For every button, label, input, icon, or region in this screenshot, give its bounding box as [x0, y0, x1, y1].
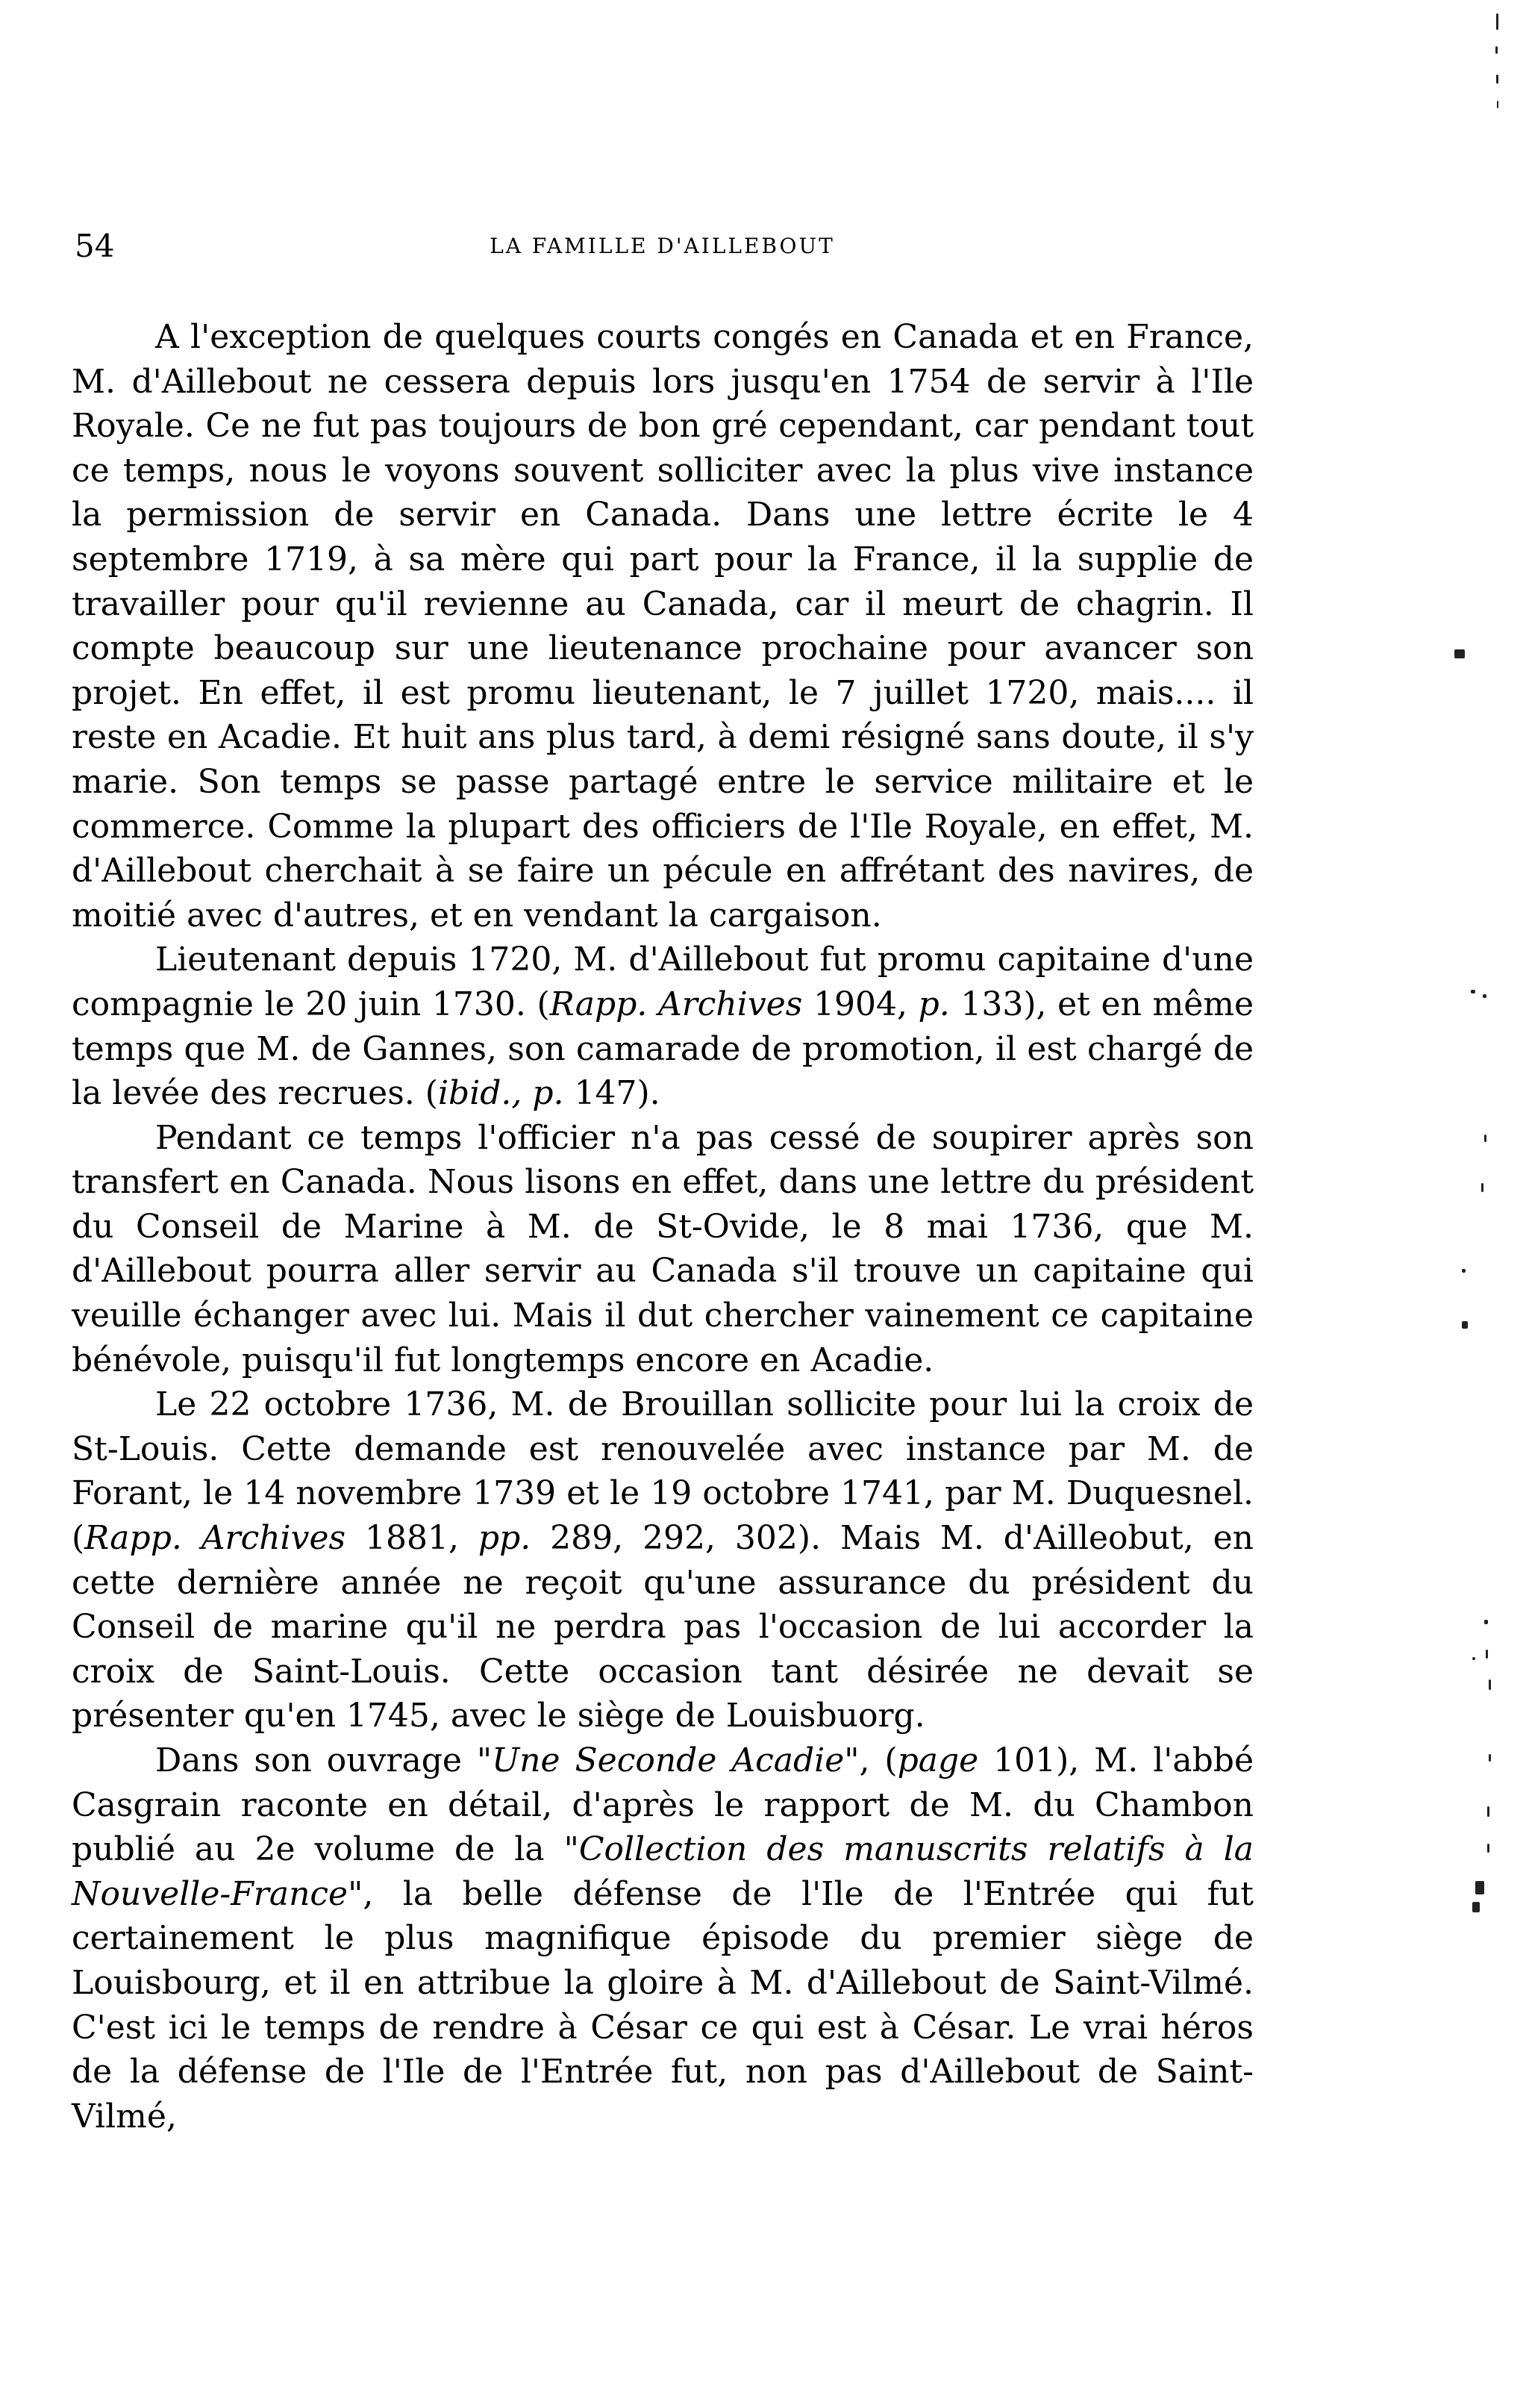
- text-run: 133), et en même temps que M. de Gannes, son camarade de promotion, il est chargé de la levée des recrues. (: [72, 985, 1254, 1113]
- scan-speck: [1454, 649, 1465, 658]
- paragraph: [72, 315, 1254, 938]
- text-run: A l'exception de quelques courts congés en Canada et en France, M. d'Aillebout ne cessera depuis lors jusqu'en 1754 de servir à l'Ile Royale. Ce ne fut pas toujours de bon gré cependant, car pendant tout ce temps, nous le voyons souvent solliciter avec la plus vive instance la permission de servir en Canada. Dans une lettre écrite le 4 septembre 1719, à sa mère qui part pour la France, il la supplie de travailler pour qu'il revienne au Canada, car il meurt de chagrin. Il compte beaucoup sur une lieutenance prochaine pour avancer son projet. En effet, il est promu lieutenant, le 7 juillet 1720, mais.... il reste en Acadie. Et huit ans plus tard, à demi résigné sans doute, il s'y marie. Son temps se passe partagé entre le service militaire et le commerce. Comme la plupart des officiers de l'Ile Royale, en effet, M. d'Aillebout cherchait à se faire un pécule en affrétant des navires, de moitié avec d'autres, et en vendant la cargaison.: [72, 318, 1254, 935]
- italic-title: "Une Seconde Acadie": [476, 1741, 860, 1780]
- scan-speck: [1483, 994, 1486, 998]
- italic-citation: Rapp. Archives: [549, 985, 803, 1023]
- text-run: 147).: [563, 1074, 660, 1113]
- text-run: Dans son ouvrage: [155, 1741, 477, 1780]
- page-header: [75, 224, 1250, 269]
- scan-speck: [1496, 75, 1498, 84]
- scan-speck: [1484, 1620, 1488, 1624]
- scan-speck: [1486, 1650, 1488, 1659]
- scan-speck: [1487, 1844, 1489, 1853]
- scan-speck: [1462, 1321, 1468, 1329]
- italic-citation: ibid., p.: [437, 1074, 564, 1113]
- scan-speck: [1462, 1269, 1466, 1273]
- scan-speck: [1484, 1135, 1486, 1142]
- scan-speck: [1471, 990, 1475, 994]
- body-text: [72, 315, 1254, 2139]
- text-run: 289, 292, 302). Mais M. d'Ailleobut, en cette dernière année ne reçoit qu'une assurance du président du Conseil de marine qu'il ne perdra pas l'occasion de lui accorder la croix de Saint-Louis. Cette occasion tant désirée ne devait se présenter qu'en 1745, avec le siège de Louisbuorg.: [72, 1519, 1254, 1735]
- scan-speck: [1481, 1183, 1483, 1192]
- text-run: , (: [859, 1741, 898, 1780]
- text-run: 1881,: [345, 1519, 478, 1558]
- scan-speck: [1475, 1881, 1484, 1894]
- scan-margin-specks: [1439, 0, 1529, 2408]
- paragraph: [72, 938, 1254, 1115]
- text-run: 1904,: [802, 985, 919, 1023]
- paragraph: [72, 1738, 1254, 2139]
- italic-title: "Collection des manuscrits relatifs à la Nouvelle-France": [72, 1830, 1254, 1913]
- scan-speck: [1489, 1679, 1491, 1690]
- scan-speck: [1472, 1902, 1480, 1912]
- scan-speck: [1497, 101, 1498, 108]
- text-run: Pendant ce temps l'officier n'a pas cessé de soupirer après son transfert en Canada. Nous lisons en effet, dans une lettre du président du Conseil de Marine à M. de St-Ovide, le 8 mai 1736, que M. d'Aillebout pourra aller servir au Canada s'il trouve un capitaine qui veuille échanger avec lui. Mais il dut chercher vainement ce capitaine bénévole, puisqu'il fut longtemps encore en Acadie.: [72, 1118, 1254, 1379]
- italic-citation: p.: [918, 985, 950, 1023]
- page-number: 54: [75, 228, 115, 264]
- text-run: 101), M. l'abbé Casgrain raconte en détail, d'après le rapport de M. du Chambon publié au 2e volume de la: [72, 1741, 1254, 1869]
- text-run: Le 22 octobre 1736, M. de Brouillan sollicite pour lui la croix de St-Louis. Cette demande est renouvelée avec instance par M. de Forant, le 14 novembre 1739 et le 19 octobre 1741, par M. Duquesnel. (: [72, 1385, 1254, 1558]
- scan-speck: [1495, 46, 1498, 54]
- scan-speck: [1487, 1806, 1489, 1817]
- scan-speck: [1472, 1657, 1475, 1660]
- scan-speck: [1489, 1754, 1491, 1762]
- paragraph: [72, 1116, 1254, 1383]
- paragraph: [72, 1382, 1254, 1738]
- text-run: Lieutenant depuis 1720, M. d'Aillebout fut promu capitaine d'une compagnie le 20 juin 1730. (: [72, 941, 1254, 1023]
- italic-citation: page: [897, 1741, 979, 1780]
- scan-speck: [1496, 13, 1498, 30]
- italic-citation: Rapp. Archives: [84, 1519, 346, 1558]
- text-run: , la belle défense de l'Ile de l'Entrée qui fut certainement le plus magnifique épisode du premier siège de Louisbourg, et il en attribue la gloire à M. d'Aillebout de Saint-Vilmé. C'est ici le temps de rendre à César ce qui est à César. Le vrai héros de la défense de l'Ile de l'Entrée fut, non pas d'Aillebout de Saint-Vilmé,: [72, 1874, 1254, 2136]
- italic-citation: pp.: [478, 1519, 531, 1558]
- running-title: LA FAMILLE D'AILLEBOUT: [490, 234, 835, 258]
